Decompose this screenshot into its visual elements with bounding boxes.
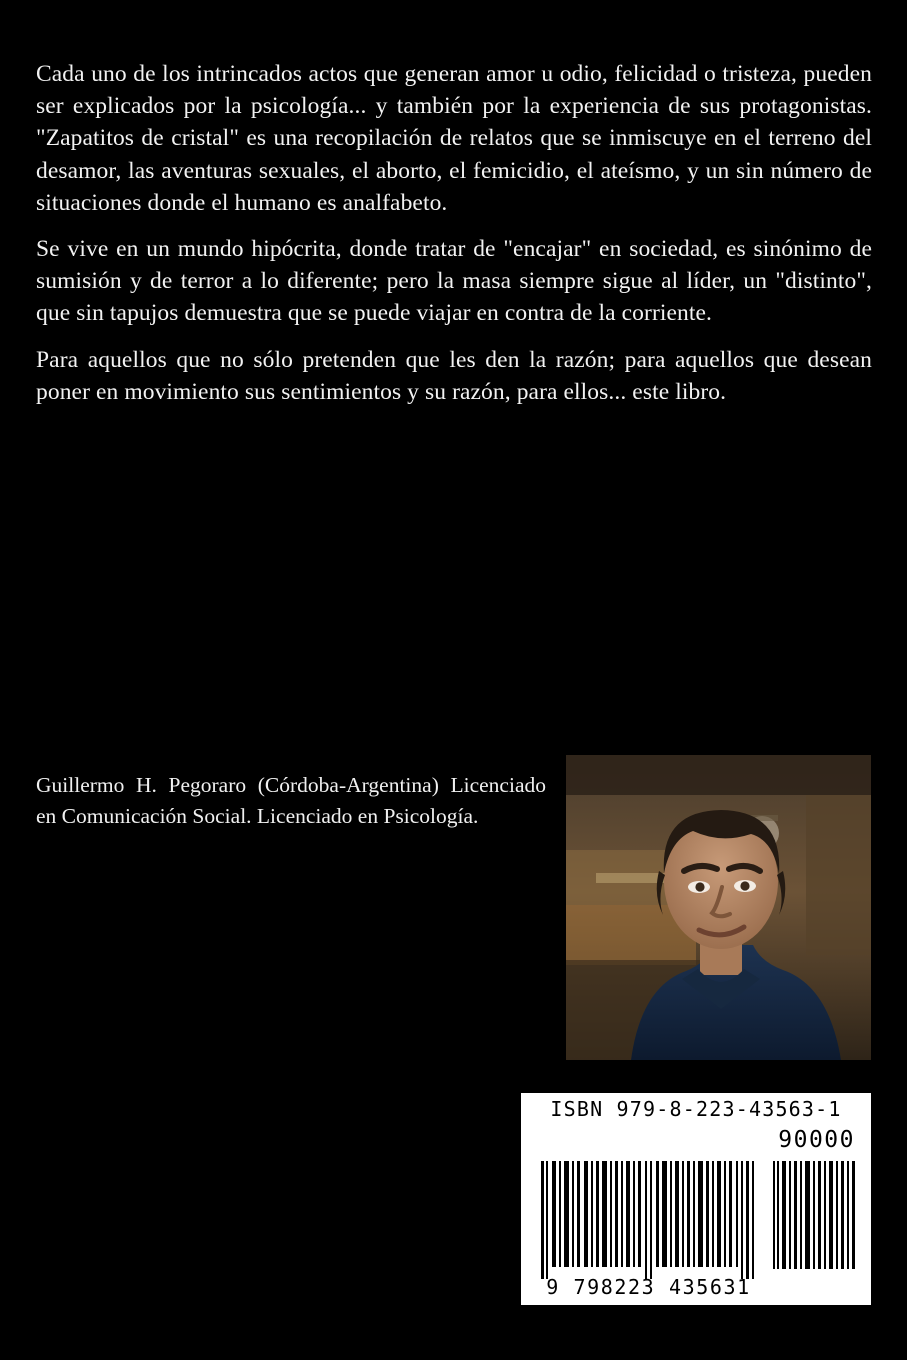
author-bio-text: Guillermo H. Pegoraro (Córdoba-Argentina) Licenciado en Comunicación Social. Licenciado en Psicología. xyxy=(36,773,546,828)
barcode-addon-5digit xyxy=(773,1161,857,1279)
blurb-paragraph-3: Para aquellos que no sólo pretenden que les den la razón; para aquellos que desean poner en movimiento sus sentimientos y su razón, para ellos... este libro. xyxy=(36,346,872,405)
author-bio-block xyxy=(36,770,546,832)
author-portrait-photo xyxy=(566,755,871,1060)
blurb-paragraph-2: Se vive en un mundo hipócrita, donde tratar de "encajar" en sociedad, es sinónimo de sumisión y de terror a lo diferente; pero la masa siempre sigue al líder, un "distinto", que sin tapujos demuestra que se puede viajar en contra de la corriente. xyxy=(36,235,872,327)
isbn-supplement-code: 90000 xyxy=(778,1127,855,1153)
barcode-digits-text: 9 798223 435631 xyxy=(546,1275,751,1299)
blurb-paragraph-1: Cada uno de los intrincados actos que generan amor u odio, felicidad o tristeza, pueden ser explicados por la psicología... y también por la experiencia de sus protagonistas. "Zapatitos de cristal" es una recopilación de relatos que se inmiscuye en el terreno del desamor, las aventuras sexuales, el aborto, el femicidio, el ateísmo, y un sin número de situaciones donde el humano es analfabeto. xyxy=(36,61,872,216)
barcode-ean13 xyxy=(541,1161,756,1279)
isbn-barcode-block xyxy=(521,1093,871,1305)
isbn-label: ISBN 979-8-223-43563-1 xyxy=(550,1097,842,1121)
isbn-header xyxy=(521,1093,871,1159)
blurb-text-block xyxy=(36,58,872,408)
